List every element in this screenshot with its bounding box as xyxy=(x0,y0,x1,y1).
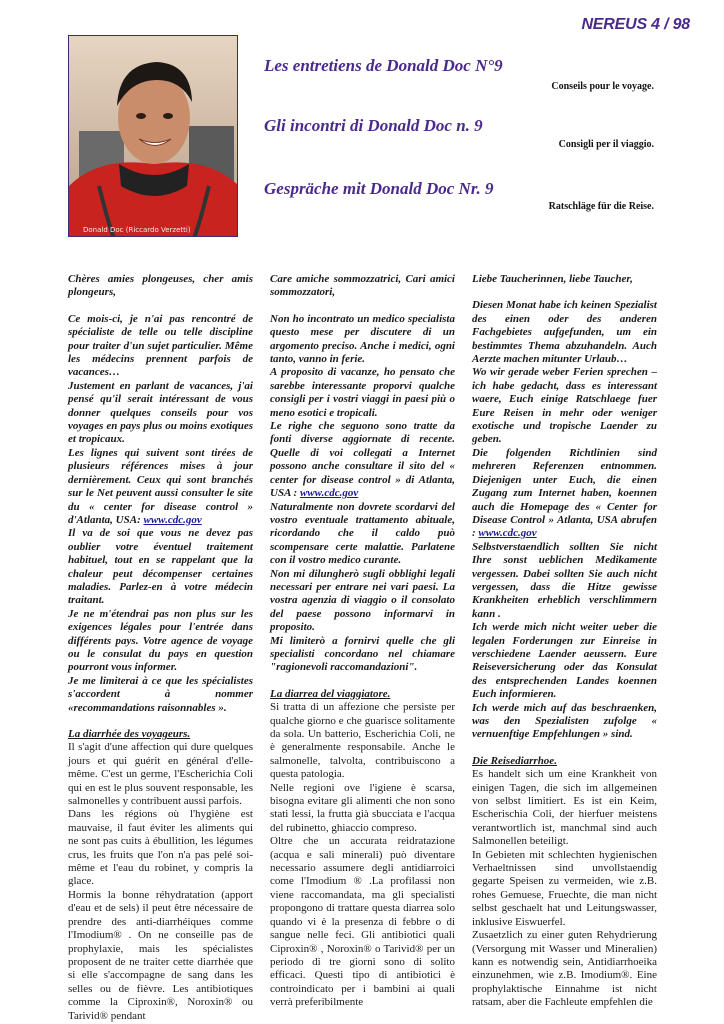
cdc-link[interactable]: www.cdc.gov xyxy=(478,527,537,540)
subtitle-fr: Conseils pour le voyage. xyxy=(551,81,654,92)
paragraph: Es handelt sich um eine Krankheit von einigen Tagen, die sich im allgemeinen von selbst limitiert. Es ist ein Keim, Escherischia Coli, der hierfuer meistens verantwortlich ist, manchmal sind auch Salmonellen beteiligt. xyxy=(472,768,657,848)
greeting: Chères amies plongeuses, cher amis plongeurs, xyxy=(68,273,253,299)
section-heading: Die Reisediarrhoe. xyxy=(472,754,557,767)
paragraph: Ce mois-ci, je n'ai pas rencontré de spécialiste de telle ou telle discipline pour traiter d'un sujet particulier. Même les médecins prennent parfois de vacances… xyxy=(68,312,253,379)
section-heading: La diarrea del viaggiatore. xyxy=(270,687,391,700)
paragraph: Mi limiterò a fornirvi quelle che gli specialisti concordano nel chiamare "ragionevoli raccomandazioni". xyxy=(270,634,455,674)
issue-header: NEREUS 4 / 98 xyxy=(581,16,690,33)
section-heading: La diarrhée des voyageurs. xyxy=(68,728,191,740)
paragraph: Si tratta di un affezione che persiste per qualche giorno e che guarisce solitamente da sola. Un batterio, Escherichia Coli, ne è generalmente responsabile. Anche le salmonelle, talvolta, contribuiscono a questa patologia. xyxy=(270,701,455,781)
author-photo xyxy=(68,35,238,237)
paragraph: Non mi dilungherò sugli obblighi legali necessari per entrare nei vari paesi. La vostra agenzia di viaggio o il consolato del paese possono informarvi in proposito. xyxy=(270,567,455,634)
paragraph: Il va de soi que vous ne devez pas oublier votre éventuel traitement habituel, tout en se rappelant que la chaleur peut décompenser certaines maladies. Parlez-en à votre médecin traitant. xyxy=(68,527,253,607)
paragraph: Dans les régions où l'hygiène est mauvaise, il faut éviter les aliments qui ne sont pas cuits à ébullition, les légumes crus, les fruits que l'on n'a pas pelé soi-même et l'eau du robinet, y compris la glace. xyxy=(68,808,253,888)
cdc-link[interactable]: www.cdc.gov xyxy=(143,513,202,526)
paragraph: Nelle regioni ove l'igiene è scarsa, bisogna evitare gli alimenti che non sono stati lessi, la frutta già sbucciata e l'acqua del rubinetto, ghiaccio compreso. xyxy=(270,781,455,834)
paragraph: Ich werde mich nicht weiter ueber die legalen Forderungen zur Einreise in verschiedene Laender aeussern. Eure Reiseversicherung oder das Konsulat des entsprechenden Landes koennen Euch informieren. xyxy=(472,621,657,701)
column-italian xyxy=(270,273,455,1010)
paragraph: Oltre che un accurata reidratazione (acqua e sali minerali) può diventare necessario assumere degli antidiarroici come l'Imodium ® .La profilassi non viene raccomandata, ma gli specialisti propongono di trattare questa diarrea solo quando vi è la presenza di febbre o di sangue nelle feci. Gli antibiotici quali Ciproxin® , Noroxin® o Tarivid® per un periodo di tre giorni sono di solito efficaci. Questi tipo di antibiotici è controindicato per i bambini ai quali verrà preferibilmente xyxy=(270,835,455,1009)
paragraph: Zusaetzlich zu einer guten Rehydrierung (Versorgung mit Wasser und Mineralien) kann es notwendig sein, Antidiarrhoeika einzunehmen, wie z.B. Imodium®. Eine prophylaktische Einnahme ist nicht ratsam, aber die Fachleute empfehlen die xyxy=(472,929,657,1009)
paragraph: Diesen Monat habe ich keinen Spezialist des einen oder des anderen Fachgebietes aufgefunden, um ein bestimmtes Thema abzuhandeln. Auch Aerzte machen mitunter Urlaub… xyxy=(472,299,657,366)
cdc-link[interactable]: www.cdc.gov xyxy=(299,487,359,500)
paragraph: Die folgenden Richtlinien sind mehreren Referenzen entnommen. Diejenigen unter Euch, die einen Zugang zum Internet haben, koennen auch die Homepage des « Center for Disease Control » Atlanta, USA abrufen : www.cdc.gov xyxy=(472,446,657,540)
paragraph: Il s'agit d'une affection qui dure quelques jours et qui guérit en général d'elle-même. C'est un germe, l'Escherichia Coli qui en est le plus souvent responsable, les salmonelles y contribuent aussi parfois. xyxy=(68,741,253,808)
greeting: Liebe Taucherinnen, liebe Taucher, xyxy=(472,273,633,285)
photo-caption: Donald Doc (Riccardo Verzetti) xyxy=(83,226,191,234)
paragraph: A proposito di vacanze, ho pensato che sarebbe interessante proporvi qualche consigli per i vostri viaggi in paesi più o meno esotici e tropicali. xyxy=(270,366,455,419)
title-fr: Les entretiens de Donald Doc N°9 xyxy=(264,56,503,75)
paragraph: Ich werde mich auf das beschraenken, was den Spezialisten zufolge « vernuenftige Empfehlungen » sind. xyxy=(472,701,657,741)
paragraph: Wo wir gerade weber Ferien sprechen – ich habe gedacht, dass es interessant waere, Euch einige Ratschlaege fuer Eure Reisen in mehr oder weniger exotische und tropische Laender zu geben. xyxy=(472,366,657,446)
paragraph: Le righe che seguono sono tratte da fonti diverse aggiornate di recente. Quelle di voi collegati a Internet possono anche consultare il sito del « center for disease control » di Atlanta, USA : www.cdc.gov xyxy=(270,420,455,500)
greeting: Care amiche sommozzatrici, Cari amici sommozzatori, xyxy=(270,273,455,299)
paragraph: Naturalmente non dovrete scordarvi del vostro eventuale trattamento abituale, ricordando che il caldo può scompensare certe malattie. Parlatene con il vostro medico curante. xyxy=(270,500,455,567)
paragraph: Non ho incontrato un medico specialista questo mese per discutere di un argomento preciso. Anche i medici, ogni tanto, vanno in ferie. xyxy=(270,312,455,366)
paragraph: Justement en parlant de vacances, j'ai pensé qu'il serait intéressant de vous donner quelques conseils pour vos voyages en pays plus ou moins exotiques et tropicaux. xyxy=(68,379,253,446)
subtitle-it: Consigli per il viaggio. xyxy=(558,139,654,150)
paragraph: In Gebieten mit schlechten hygienischen Verhaeltnissen sind unvollstaendig gegarte Speisen zu vermeiden, wie z.B. rohes Gemuese, Fruechte, die man nicht selbst geschaelt hat und Leitungswasser, inklusive Eiswuerfel. xyxy=(472,848,657,928)
subtitle-de: Ratschläge für die Reise. xyxy=(548,201,654,212)
diver-portrait-image xyxy=(69,36,238,237)
paragraph: Les lignes qui suivent sont tirées de plusieurs références mises à jour dernièrement. Ceux qui sont branchés sur le Net peuvent aussi consulter le site du « center for disease control » d'Atlanta, USA: www.cdc.gov xyxy=(68,446,253,526)
paragraph: Selbstverstaendlich sollten Sie nicht Ihre sonst ueblichen Medikamente vergessen. Dabei sollten Sie auch nicht vergessen, dass die Hitze gewisse Krankheiten erheblich verschlimmern kann . xyxy=(472,540,657,620)
paragraph: Je ne m'étendrai pas non plus sur les exigences légales pour l'entrée dans différents pays. Votre agence de voyage ou le consulat du pays en question pourront vous informer. xyxy=(68,607,253,674)
paragraph: Je me limiterai à ce que les spécialistes s'accordent à nommer «recommandations raisonnables ». xyxy=(68,674,253,714)
title-it: Gli incontri di Donald Doc n. 9 xyxy=(264,116,483,135)
title-de: Gespräche mit Donald Doc Nr. 9 xyxy=(264,179,494,198)
column-german xyxy=(472,273,657,1010)
paragraph: Hormis la bonne réhydratation (apport d'eau et de sels) il peut être nécessaire de prendre des anti-diarrhéiques comme l'Imodium® . On ne conseille pas de prophylaxie, mais les spécialistes proposent de ne traiter cette diarrhée que si elle s'accompagne de sang dans les selles ou de fièvre. Les antibiotiques comme la Ciproxin®, Noroxin® ou Tarivid® pendant xyxy=(68,888,253,1022)
column-french xyxy=(68,273,253,1023)
